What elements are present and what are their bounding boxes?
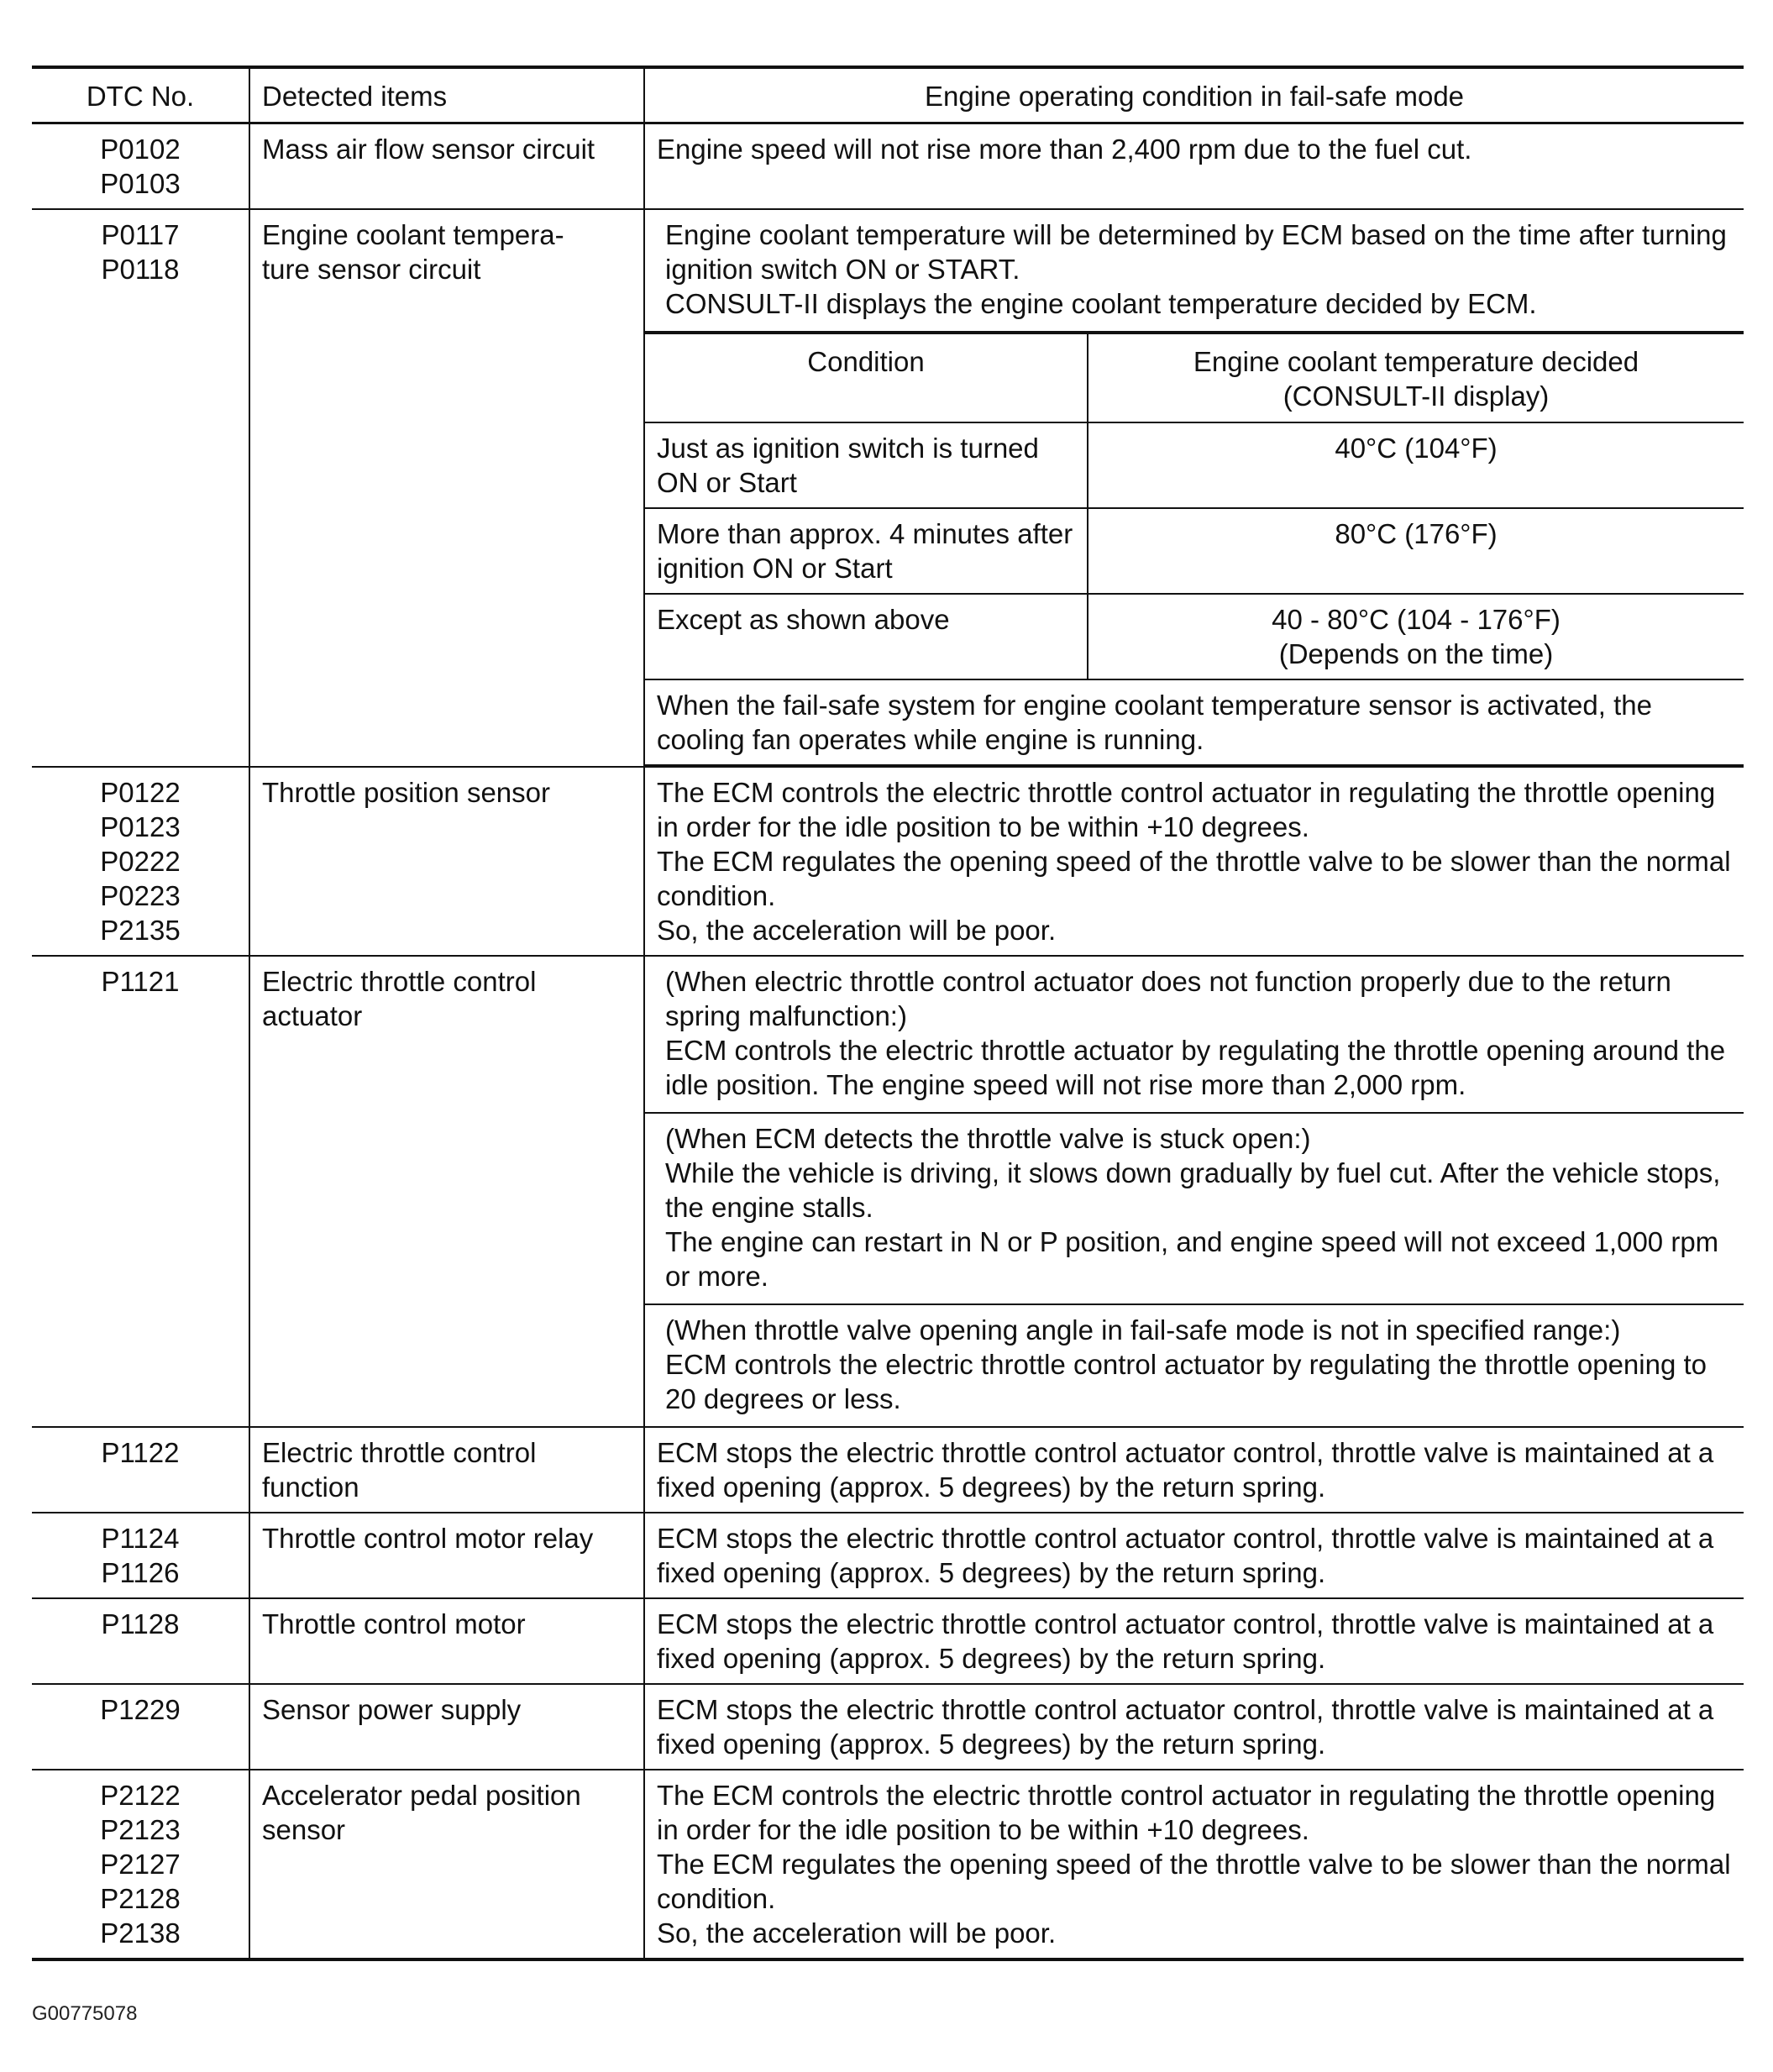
coolant-temp-row <box>645 508 1744 594</box>
dtc-codes: P2122 P2123 P2127 P2128 P2138 <box>32 1770 249 1959</box>
table-row <box>32 1684 1744 1770</box>
detected-item: Throttle position sensor <box>249 767 644 956</box>
coolant-header-temp-text: Engine coolant temperature decided (CONSULT-II display) <box>1193 346 1639 412</box>
table-header-row <box>32 67 1744 123</box>
condition-text: (When electric throttle control actuator does not function properly due to the return spring malfunction:) ECM controls the electric throttle actuator by regulating the throttle opening around the idle position. The engine speed will not rise more than 2,000 rpm. <box>645 957 1744 1114</box>
coolant-temp-row <box>645 422 1744 508</box>
coolant-note-row <box>645 679 1744 765</box>
condition-cell <box>644 209 1744 767</box>
coolant-temp-value <box>1088 508 1744 594</box>
coolant-temp-header-row <box>645 333 1744 422</box>
header-engine-condition: Engine operating condition in fail-safe mode <box>644 67 1744 123</box>
header-dtc-no: DTC No. <box>32 67 249 123</box>
table-row <box>32 1598 1744 1684</box>
coolant-temp-row <box>645 594 1744 679</box>
condition-text: (When ECM detects the throttle valve is stuck open:) While the vehicle is driving, it slows down gradually by fuel cut. After the vehicle stops, the engine stalls. The engine can restart in N or P position, and engine speed will not exceed 1,000 rpm or more. <box>645 1114 1744 1305</box>
condition-text: ECM stops the electric throttle control actuator control, throttle valve is maintained at a fixed opening (approx. 5 degrees) by the return spring. <box>644 1684 1744 1770</box>
condition-cell <box>644 956 1744 1427</box>
condition-text: The ECM controls the electric throttle control actuator in regulating the throttle opening in order for the idle position to be within +10 degrees. The ECM regulates the opening speed of the throttle valve to be slower than the normal condition. So, the acceleration will be poor. <box>644 1770 1744 1959</box>
coolant-temp-table <box>645 333 1744 766</box>
dtc-codes: P1229 <box>32 1684 249 1770</box>
detected-item: Engine coolant tempera- ture sensor circuit <box>249 209 644 767</box>
condition-text: Engine speed will not rise more than 2,400 rpm due to the fuel cut. <box>644 123 1744 210</box>
dtc-codes: P0122 P0123 P0222 P0223 P2135 <box>32 767 249 956</box>
detected-item: Sensor power supply <box>249 1684 644 1770</box>
header-detected-items: Detected items <box>249 67 644 123</box>
condition-text: (When throttle valve opening angle in fail-safe mode is not in specified range:) ECM controls the electric throttle control actuator by regulating the throttle opening to 20 degrees or less. <box>665 1314 1707 1414</box>
coolant-temp-text: 40 - 80°C (104 - 176°F) (Depends on the time) <box>1272 604 1561 669</box>
fail-safe-table <box>32 66 1744 1961</box>
coolant-condition: Except as shown above <box>645 594 1088 679</box>
condition-text: ECM stops the electric throttle control actuator control, throttle valve is maintained at a fixed opening (approx. 5 degrees) by the return spring. <box>644 1427 1744 1513</box>
coolant-header-condition: Condition <box>645 333 1088 422</box>
detected-item: Throttle control motor <box>249 1598 644 1684</box>
condition-text: ECM stops the electric throttle control actuator control, throttle valve is maintained at a fixed opening (approx. 5 degrees) by the return spring. <box>644 1598 1744 1684</box>
coolant-condition: Just as ignition switch is turned ON or Start <box>645 422 1088 508</box>
table-row <box>32 956 1744 1427</box>
coolant-note: When the fail-safe system for engine coolant temperature sensor is activated, the cooling fan operates while engine is running. <box>645 679 1744 765</box>
table-row <box>32 767 1744 956</box>
detected-item: Throttle control motor relay <box>249 1513 644 1598</box>
dtc-codes: P0102 P0103 <box>32 123 249 210</box>
figure-code: G00775078 <box>32 2002 138 2025</box>
dtc-codes: P0117 P0118 <box>32 209 249 767</box>
coolant-temp-text: 80°C (176°F) <box>1335 518 1498 549</box>
detected-item: Mass air flow sensor circuit <box>249 123 644 210</box>
condition-text: The ECM controls the electric throttle control actuator in regulating the throttle opening in order for the idle position to be within +10 degrees. The ECM regulates the opening speed of the throttle valve to be slower than the normal condition. So, the acceleration will be poor. <box>644 767 1744 956</box>
table-row <box>32 1513 1744 1598</box>
condition-text: ECM stops the electric throttle control actuator control, throttle valve is maintained at a fixed opening (approx. 5 degrees) by the return spring. <box>644 1513 1744 1598</box>
detected-item: Electric throttle control function <box>249 1427 644 1513</box>
dtc-codes: P1128 <box>32 1598 249 1684</box>
coolant-condition: More than approx. 4 minutes after ignition ON or Start <box>645 508 1088 594</box>
table-row <box>32 123 1744 210</box>
detected-item: Electric throttle control actuator <box>249 956 644 1427</box>
table-row <box>32 1427 1744 1513</box>
table-row <box>32 1770 1744 1959</box>
dtc-codes: P1121 <box>32 956 249 1427</box>
coolant-header-temp <box>1088 333 1744 422</box>
dtc-codes: P1122 <box>32 1427 249 1513</box>
table-row <box>32 209 1744 767</box>
condition-text: Engine coolant temperature will be determined by ECM based on the time after turning ignition switch ON or START. CONSULT-II displays the engine coolant temperature decided by ECM. <box>645 210 1744 333</box>
coolant-temp-value <box>1088 422 1744 508</box>
coolant-temp-value <box>1088 594 1744 679</box>
detected-item: Accelerator pedal position sensor <box>249 1770 644 1959</box>
dtc-codes: P1124 P1126 <box>32 1513 249 1598</box>
coolant-temp-text: 40°C (104°F) <box>1335 433 1498 464</box>
